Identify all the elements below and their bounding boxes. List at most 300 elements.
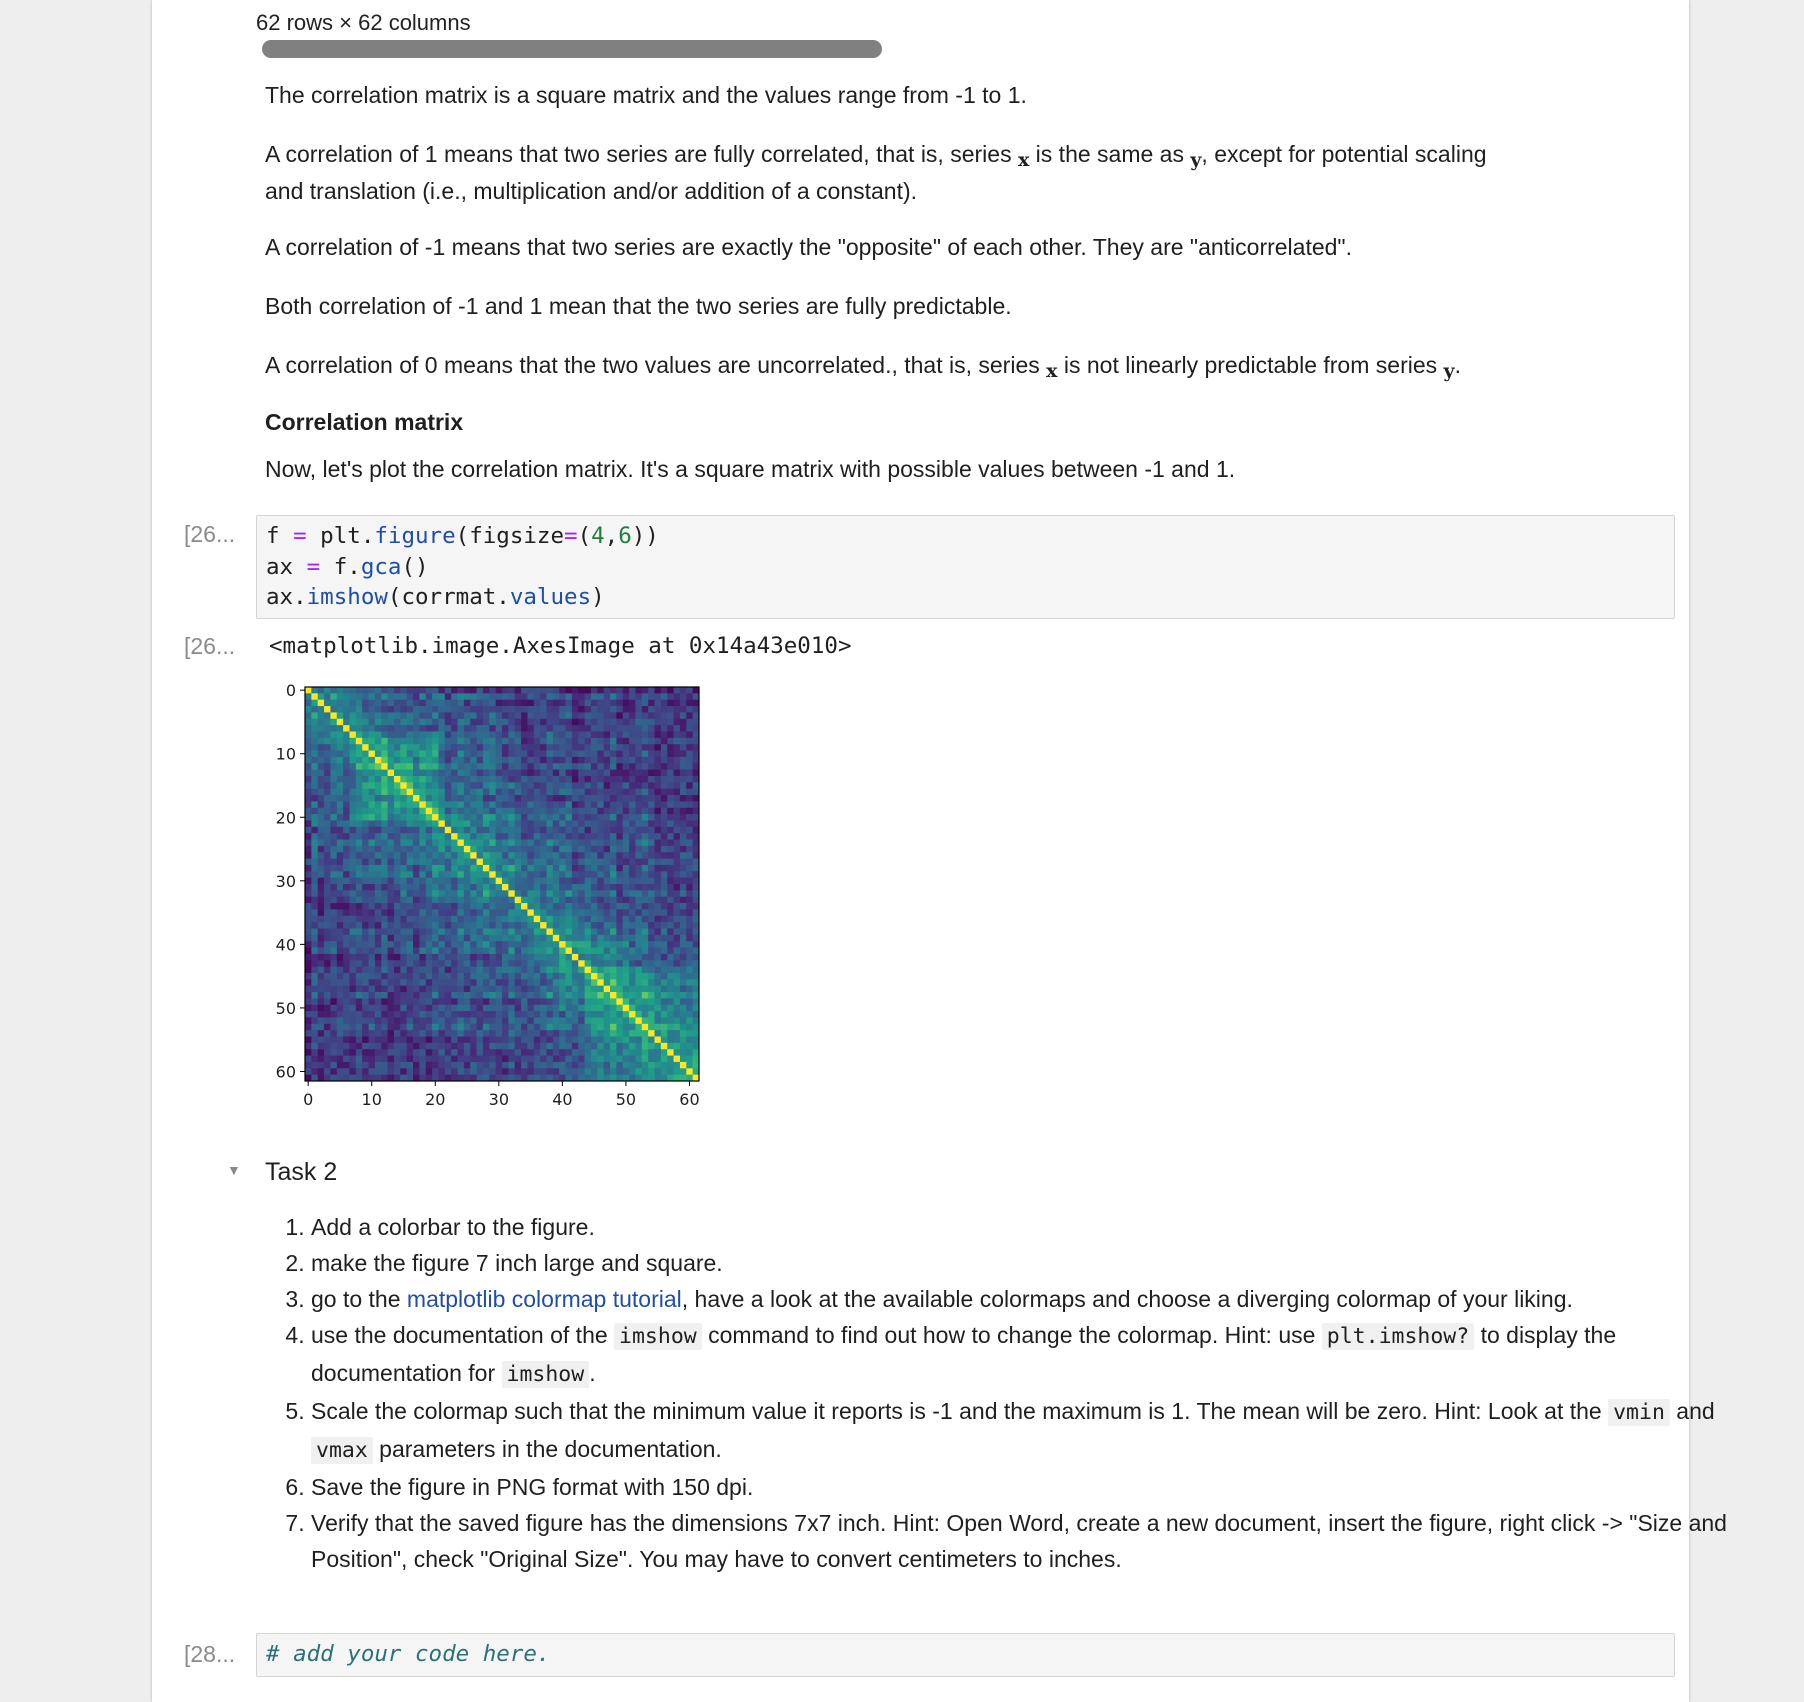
- heatmap-cell: [432, 909, 439, 916]
- heatmap-cell: [597, 840, 604, 847]
- heatmap-cell: [432, 1068, 439, 1075]
- heatmap-cell: [394, 928, 401, 935]
- heatmap-cell: [604, 865, 611, 872]
- heatmap-cell: [394, 871, 401, 878]
- heatmap-cell: [394, 992, 401, 999]
- heatmap-cell: [578, 1024, 585, 1031]
- heatmap-cell: [515, 1024, 522, 1031]
- heatmap-cell: [546, 916, 553, 923]
- heatmap-cell: [610, 751, 617, 758]
- heatmap-cell: [362, 1024, 369, 1031]
- heatmap-cell: [527, 928, 534, 935]
- heatmap-cell: [343, 776, 350, 783]
- heatmap-cell: [591, 1017, 598, 1024]
- heatmap-cell: [534, 706, 541, 713]
- heatmap-cell: [655, 814, 662, 821]
- heatmap-cell: [413, 1062, 420, 1069]
- heatmap-cell: [400, 865, 407, 872]
- heatmap-cell: [369, 979, 376, 986]
- heatmap-cell: [610, 687, 617, 694]
- heatmap-cell: [661, 801, 668, 808]
- heatmap-cell: [356, 865, 363, 872]
- heatmap-cell: [566, 884, 573, 891]
- heatmap-cell: [534, 954, 541, 961]
- heatmap-cell: [343, 897, 350, 904]
- heatmap-cell: [553, 992, 560, 999]
- heatmap-cell: [566, 840, 573, 847]
- heatmap-cell: [680, 1017, 687, 1024]
- heatmap-cell: [674, 801, 681, 808]
- heatmap-cell: [413, 687, 420, 694]
- heatmap-cell: [381, 960, 388, 967]
- heatmap-cell: [349, 846, 356, 853]
- heatmap-cell: [394, 808, 401, 815]
- heatmap-cell: [559, 738, 566, 745]
- heatmap-cell: [680, 738, 687, 745]
- heatmap-cell: [642, 928, 649, 935]
- heatmap-cell: [553, 738, 560, 745]
- heatmap-cell: [508, 731, 515, 738]
- heatmap-cell: [318, 884, 325, 891]
- heatmap-cell: [591, 751, 598, 758]
- heatmap-cell: [445, 795, 452, 802]
- heatmap-cell: [629, 770, 636, 777]
- heatmap-cell: [572, 941, 579, 948]
- heatmap-cell: [369, 1043, 376, 1050]
- heatmap-cell: [343, 1011, 350, 1018]
- horizontal-scrollbar[interactable]: [262, 40, 882, 58]
- heatmap-cell: [464, 897, 471, 904]
- heatmap-cell: [477, 897, 484, 904]
- heatmap-cell: [470, 916, 477, 923]
- heatmap-cell: [553, 998, 560, 1005]
- heatmap-cell: [559, 1075, 566, 1082]
- heatmap-cell: [375, 973, 382, 980]
- heatmap-cell: [426, 719, 433, 726]
- heatmap-cell: [470, 712, 477, 719]
- heatmap-cell: [426, 960, 433, 967]
- heatmap-cell: [324, 712, 331, 719]
- heatmap-cell: [572, 751, 579, 758]
- heatmap-cell: [470, 865, 477, 872]
- heatmap-cell: [674, 928, 681, 935]
- heatmap-cell: [470, 1037, 477, 1044]
- heatmap-cell: [432, 1011, 439, 1018]
- heatmap-cell: [394, 712, 401, 719]
- heatmap-cell: [610, 744, 617, 751]
- heatmap-cell: [674, 846, 681, 853]
- heatmap-cell: [470, 948, 477, 955]
- heatmap-cell: [419, 986, 426, 993]
- heatmap-cell: [394, 757, 401, 764]
- heatmap-cell: [330, 1037, 337, 1044]
- heatmap-cell: [502, 840, 509, 847]
- heatmap-cell: [610, 1075, 617, 1082]
- heatmap-cell: [648, 712, 655, 719]
- heatmap-cell: [655, 782, 662, 789]
- heatmap-cell: [496, 725, 503, 732]
- heatmap-cell: [419, 687, 426, 694]
- heatmap-cell: [489, 770, 496, 777]
- heatmap-cell: [623, 751, 630, 758]
- heatmap-cell: [635, 979, 642, 986]
- heatmap-cell: [546, 731, 553, 738]
- heatmap-cell: [591, 1011, 598, 1018]
- heatmap-cell: [305, 954, 312, 961]
- heatmap-cell: [578, 948, 585, 955]
- heatmap-cell: [464, 1062, 471, 1069]
- heatmap-cell: [566, 687, 573, 694]
- heatmap-cell: [451, 808, 458, 815]
- heatmap-cell: [337, 960, 344, 967]
- heatmap-cell: [693, 948, 700, 955]
- heatmap-cell: [648, 1011, 655, 1018]
- heatmap-cell: [375, 884, 382, 891]
- heatmap-cell: [375, 859, 382, 866]
- heatmap-cell: [477, 706, 484, 713]
- heatmap-cell: [318, 1017, 325, 1024]
- heatmap-cell: [686, 998, 693, 1005]
- inline-code: plt.imshow?: [1322, 1323, 1474, 1350]
- heatmap-cell: [572, 1030, 579, 1037]
- heatmap-cell: [655, 795, 662, 802]
- heatmap-cell: [585, 763, 592, 770]
- heatmap-cell: [686, 897, 693, 904]
- heatmap-cell: [489, 725, 496, 732]
- heatmap-cell: [496, 998, 503, 1005]
- heatmap-cell: [534, 878, 541, 885]
- heatmap-cell: [477, 1056, 484, 1063]
- heatmap-cell: [693, 719, 700, 726]
- heatmap-cell: [388, 935, 395, 942]
- heatmap-cell: [413, 954, 420, 961]
- heatmap-cell: [674, 922, 681, 929]
- heatmap-cell: [407, 903, 414, 910]
- heatmap-cell: [642, 757, 649, 764]
- heatmap-cell: [451, 954, 458, 961]
- heatmap-cell: [413, 948, 420, 955]
- heatmap-cell: [648, 687, 655, 694]
- heatmap-cell: [629, 922, 636, 929]
- heatmap-cell: [369, 789, 376, 796]
- heatmap-cell: [604, 757, 611, 764]
- heatmap-cell: [400, 852, 407, 859]
- heatmap-cell: [534, 935, 541, 942]
- heatmap-cell: [343, 687, 350, 694]
- heatmap-cell: [508, 801, 515, 808]
- heatmap-cell: [343, 763, 350, 770]
- heatmap-cell: [515, 795, 522, 802]
- heatmap-cell: [458, 859, 465, 866]
- heatmap-cell: [680, 731, 687, 738]
- heatmap-cell: [477, 744, 484, 751]
- heatmap-cell: [540, 865, 547, 872]
- heatmap-cell: [464, 719, 471, 726]
- heatmap-cell: [623, 700, 630, 707]
- heatmap-cell: [451, 801, 458, 808]
- heatmap-cell: [311, 833, 318, 840]
- heatmap-cell: [451, 827, 458, 834]
- heatmap-cell: [318, 916, 325, 923]
- heatmap-cell: [337, 916, 344, 923]
- heatmap-cell: [419, 789, 426, 796]
- heatmap-cell: [502, 922, 509, 929]
- heatmap-cell: [623, 1030, 630, 1037]
- heatmap-cell: [337, 770, 344, 777]
- heatmap-cell: [324, 979, 331, 986]
- heatmap-cell: [591, 687, 598, 694]
- heatmap-cell: [445, 909, 452, 916]
- heatmap-cell: [311, 719, 318, 726]
- heatmap-cell: [553, 1062, 560, 1069]
- heatmap-cell: [458, 998, 465, 1005]
- heatmap-cell: [502, 1005, 509, 1012]
- heatmap-cell: [635, 776, 642, 783]
- heatmap-cell: [458, 852, 465, 859]
- heatmap-cell: [311, 706, 318, 713]
- heatmap-cell: [610, 1017, 617, 1024]
- heatmap-cell: [515, 706, 522, 713]
- heatmap-cell: [597, 738, 604, 745]
- heatmap-cell: [540, 1005, 547, 1012]
- heatmap-cell: [521, 935, 528, 942]
- heatmap-cell: [388, 897, 395, 904]
- y-tick-label: 30: [275, 871, 296, 891]
- heatmap-cell: [540, 776, 547, 783]
- heatmap-cell: [489, 878, 496, 885]
- heatmap-cell: [407, 986, 414, 993]
- heatmap-cell: [521, 706, 528, 713]
- heatmap-cell: [419, 731, 426, 738]
- heatmap-cell: [655, 731, 662, 738]
- heatmap-cell: [521, 840, 528, 847]
- heatmap-cell: [527, 852, 534, 859]
- heatmap-cell: [483, 928, 490, 935]
- heatmap-cell: [445, 1005, 452, 1012]
- heatmap-cell: [502, 1024, 509, 1031]
- heatmap-cell: [318, 973, 325, 980]
- heatmap-cell: [527, 992, 534, 999]
- heatmap-cell: [400, 731, 407, 738]
- heatmap-cell: [324, 871, 331, 878]
- heatmap-cell: [674, 878, 681, 885]
- heatmap-cell: [375, 744, 382, 751]
- heatmap-cell: [566, 1075, 573, 1082]
- heatmap-cell: [616, 833, 623, 840]
- heatmap-cell: [470, 954, 477, 961]
- heatmap-cell: [375, 763, 382, 770]
- heatmap-cell: [578, 1062, 585, 1069]
- heatmap-cell: [375, 909, 382, 916]
- heatmap-cell: [566, 693, 573, 700]
- heatmap-cell: [356, 687, 363, 694]
- heatmap-cell: [623, 852, 630, 859]
- heatmap-cell: [616, 941, 623, 948]
- heatmap-cell: [407, 725, 414, 732]
- heatmap-cell: [483, 903, 490, 910]
- heatmap-cell: [540, 979, 547, 986]
- heatmap-cell: [489, 859, 496, 866]
- heatmap-cell: [648, 909, 655, 916]
- heatmap-cell: [521, 719, 528, 726]
- heatmap-cell: [445, 757, 452, 764]
- heatmap-cell: [540, 909, 547, 916]
- heatmap-cell: [623, 801, 630, 808]
- heatmap-cell: [623, 814, 630, 821]
- heatmap-cell: [400, 1024, 407, 1031]
- heatmap-cell: [559, 859, 566, 866]
- heatmap-cell: [540, 744, 547, 751]
- heatmap-cell: [502, 1037, 509, 1044]
- heatmap-cell: [515, 1062, 522, 1069]
- heatmap-cell: [610, 903, 617, 910]
- heatmap-cell: [566, 757, 573, 764]
- heatmap-cell: [610, 1062, 617, 1069]
- heatmap-cell: [508, 878, 515, 885]
- heatmap-cell: [356, 808, 363, 815]
- heatmap-cell: [432, 871, 439, 878]
- heatmap-cell: [432, 935, 439, 942]
- heatmap-cell: [496, 928, 503, 935]
- heatmap-cell: [349, 935, 356, 942]
- heatmap-cell: [381, 840, 388, 847]
- heatmap-cell: [502, 992, 509, 999]
- heatmap-cell: [502, 1011, 509, 1018]
- heatmap-cell: [388, 757, 395, 764]
- heatmap-cell: [515, 693, 522, 700]
- heatmap-cell: [566, 979, 573, 986]
- heatmap-cell: [629, 954, 636, 961]
- heatmap-cell: [521, 852, 528, 859]
- heatmap-cell: [458, 909, 465, 916]
- heatmap-cell: [337, 1037, 344, 1044]
- heatmap-cell: [502, 687, 509, 694]
- heatmap-cell: [305, 859, 312, 866]
- collapse-caret-icon[interactable]: ▼: [227, 1162, 241, 1178]
- heatmap-cell: [470, 1030, 477, 1037]
- heatmap-cell: [343, 712, 350, 719]
- heatmap-cell: [375, 827, 382, 834]
- heatmap-cell: [407, 820, 414, 827]
- heatmap-cell: [419, 814, 426, 821]
- heatmap-cell: [508, 827, 515, 834]
- heatmap-cell: [375, 1005, 382, 1012]
- heatmap-cell: [508, 1037, 515, 1044]
- heatmap-cell: [388, 1030, 395, 1037]
- colormap-tutorial-link[interactable]: matplotlib colormap tutorial: [406, 1286, 682, 1312]
- heatmap-cell: [515, 884, 522, 891]
- heatmap-cell: [477, 1062, 484, 1069]
- heatmap-cell: [362, 909, 369, 916]
- heatmap-cell: [369, 693, 376, 700]
- heatmap-cell: [318, 1037, 325, 1044]
- heatmap-cell: [375, 1062, 382, 1069]
- heatmap-cell: [349, 1062, 356, 1069]
- heatmap-cell: [483, 884, 490, 891]
- heatmap-cell: [330, 852, 337, 859]
- heatmap-cell: [591, 1037, 598, 1044]
- heatmap-cell: [324, 941, 331, 948]
- heatmap-cell: [496, 782, 503, 789]
- heatmap-cell: [610, 827, 617, 834]
- heatmap-cell: [655, 922, 662, 929]
- heatmap-cell: [419, 948, 426, 955]
- heatmap-cell: [318, 808, 325, 815]
- heatmap-cell: [407, 782, 414, 789]
- heatmap-cell: [311, 973, 318, 980]
- heatmap-cell: [629, 801, 636, 808]
- heatmap-cell: [553, 1056, 560, 1063]
- heatmap-cell: [553, 979, 560, 986]
- heatmap-cell: [661, 820, 668, 827]
- heatmap-cell: [521, 1062, 528, 1069]
- heatmap-cell: [597, 903, 604, 910]
- heatmap-cell: [426, 833, 433, 840]
- heatmap-cell: [426, 757, 433, 764]
- heatmap-cell: [635, 865, 642, 872]
- heatmap-cell: [349, 789, 356, 796]
- heatmap-cell: [483, 1017, 490, 1024]
- heatmap-cell: [438, 757, 445, 764]
- heatmap-cell: [667, 1037, 674, 1044]
- code-cell-input[interactable]: [256, 1633, 1675, 1677]
- heatmap-cell: [674, 827, 681, 834]
- heatmap-cell: [661, 871, 668, 878]
- heatmap-cell: [502, 846, 509, 853]
- heatmap-cell: [362, 693, 369, 700]
- heatmap-cell: [553, 770, 560, 777]
- heatmap-cell: [413, 986, 420, 993]
- heatmap-cell: [680, 1043, 687, 1050]
- heatmap-cell: [407, 973, 414, 980]
- heatmap-cell: [629, 693, 636, 700]
- heatmap-cell: [451, 738, 458, 745]
- heatmap-cell: [572, 1024, 579, 1031]
- heatmap-cell: [604, 751, 611, 758]
- heatmap-cell: [502, 998, 509, 1005]
- heatmap-cell: [413, 763, 420, 770]
- heatmap-cell: [489, 884, 496, 891]
- heatmap-cell: [483, 712, 490, 719]
- heatmap-cell: [419, 840, 426, 847]
- heatmap-cell: [477, 992, 484, 999]
- heatmap-cell: [655, 928, 662, 935]
- heatmap-cell: [489, 998, 496, 1005]
- heatmap-cell: [667, 820, 674, 827]
- heatmap-cell: [655, 706, 662, 713]
- heatmap-cell: [381, 928, 388, 935]
- x-tick-label: 40: [552, 1090, 573, 1109]
- heatmap-cell: [419, 954, 426, 961]
- heatmap-cell: [324, 1068, 331, 1075]
- heatmap-cell: [572, 998, 579, 1005]
- code-cell[interactable]: [256, 515, 1675, 619]
- heatmap-cell: [438, 840, 445, 847]
- heatmap-cell: [343, 770, 350, 777]
- heatmap-cell: [311, 903, 318, 910]
- heatmap-cell: [534, 1075, 541, 1082]
- heatmap-cell: [693, 744, 700, 751]
- heatmap-cell: [496, 992, 503, 999]
- heatmap-cell: [305, 814, 312, 821]
- heatmap-cell: [534, 865, 541, 872]
- heatmap-cell: [477, 687, 484, 694]
- heatmap-cell: [330, 706, 337, 713]
- heatmap-cell: [388, 973, 395, 980]
- heatmap-cell: [515, 751, 522, 758]
- heatmap-cell: [648, 979, 655, 986]
- heatmap-cell: [318, 693, 325, 700]
